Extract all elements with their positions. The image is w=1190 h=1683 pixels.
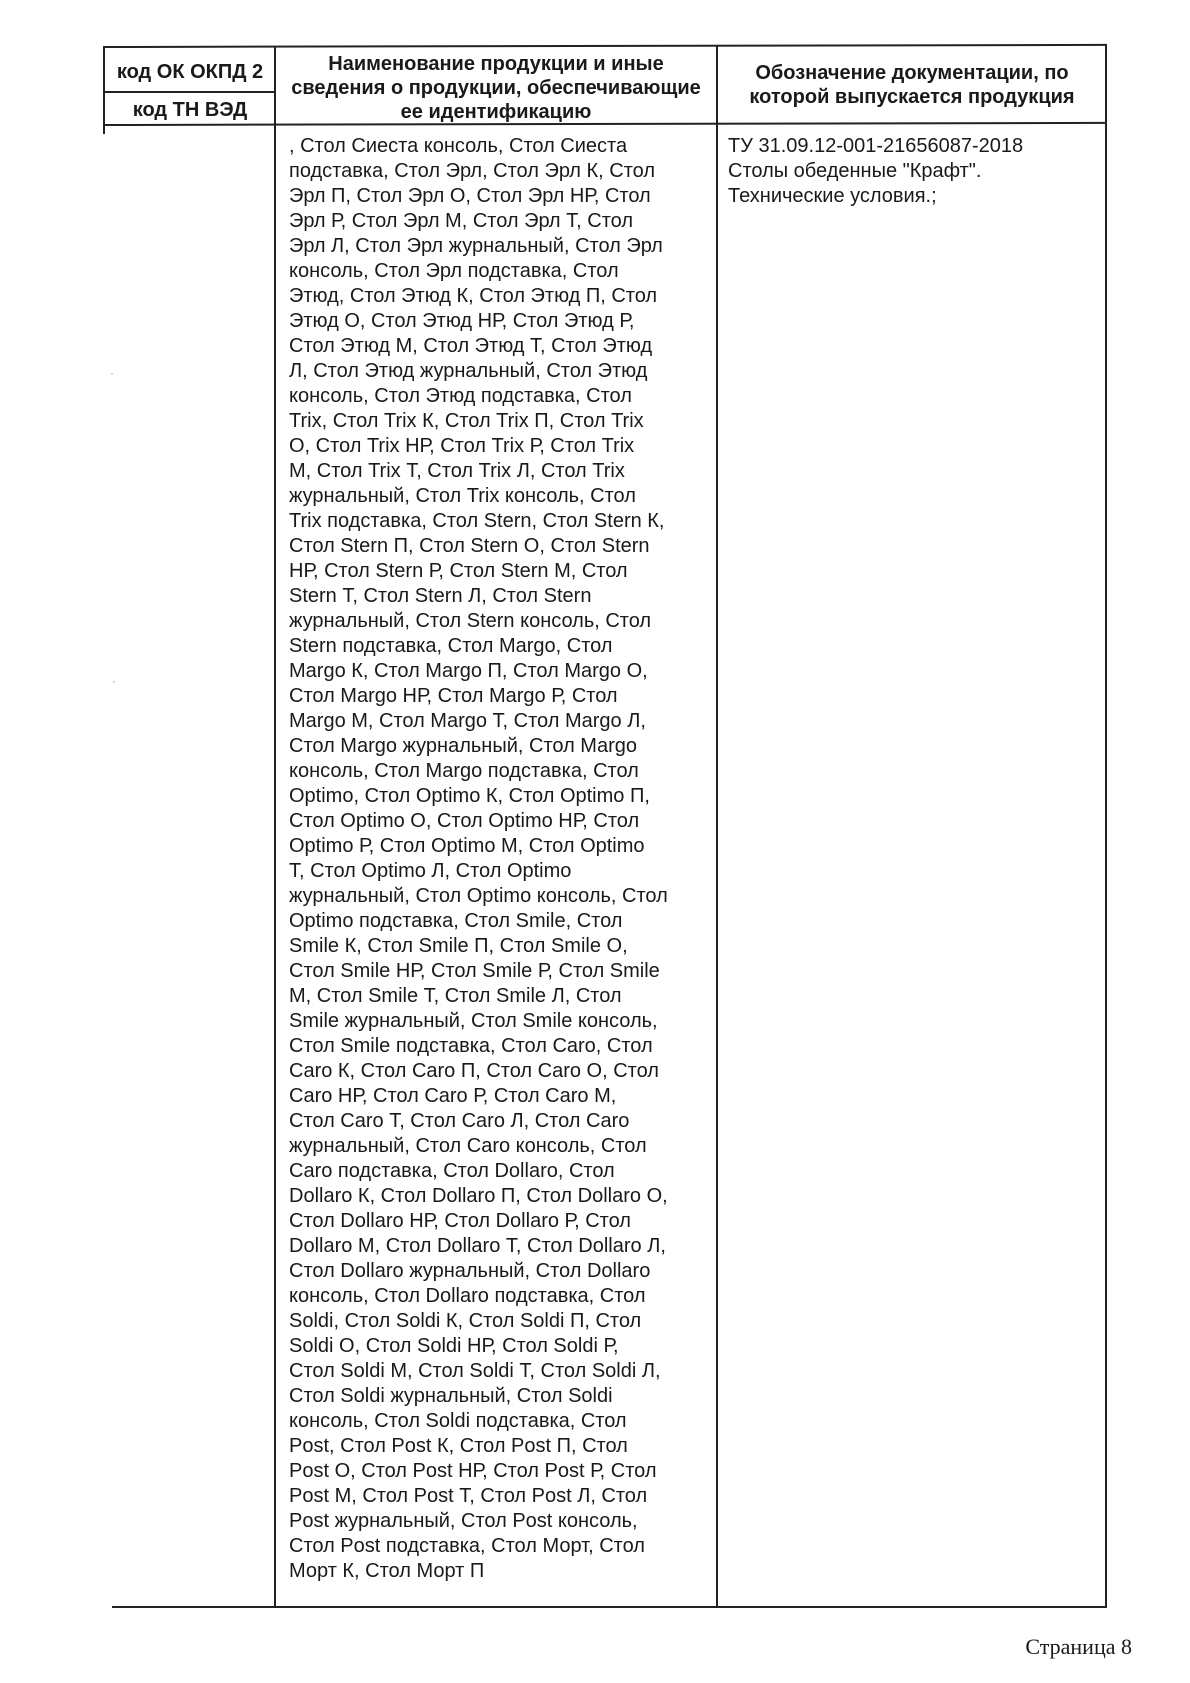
product-name-line: НР, Стол Stern Р, Стол Stern М, Стол [289, 560, 628, 582]
product-name-line: Dollaro К, Стол Dollaro П, Стол Dollaro О, [289, 1185, 668, 1207]
product-name-line: Стол Smile НР, Стол Smile Р, Стол Smile [289, 960, 660, 982]
product-name-line: Margo М, Стол Margo Т, Стол Margo Л, [289, 710, 646, 732]
product-name-line: Стол Optimo О, Стол Optimo НР, Стол [289, 810, 640, 832]
product-name-line: Стол Post подставка, Стол Морт, Стол [289, 1535, 645, 1557]
product-name-line: Л, Стол Этюд журнальный, Стол Этюд [289, 360, 648, 382]
product-name-line: Dollaro М, Стол Dollaro Т, Стол Dollaro Л, [289, 1235, 666, 1257]
product-name-line: Стол Margo журнальный, Стол Margo [289, 735, 637, 757]
product-name-line: Стол Этюд М, Стол Этюд Т, Стол Этюд [289, 335, 653, 357]
code-header-divider [103, 91, 275, 93]
product-name-line: , Стол Сиеста консоль, Стол Сиеста [289, 135, 628, 157]
product-name-line: журнальный, Стол Caro консоль, Стол [289, 1135, 647, 1157]
product-name-line: Этюд, Стол Этюд К, Стол Этюд П, Стол [289, 285, 658, 307]
product-name-line: Post, Стол Post К, Стол Post П, Стол [289, 1435, 628, 1457]
product-name-line: консоль, Стол Margo подставка, Стол [289, 760, 639, 782]
product-name-line: журнальный, Стол Trix консоль, Стол [289, 485, 636, 507]
product-name-line: Эрл Л, Стол Эрл журнальный, Стол Эрл [289, 235, 663, 257]
product-name-line: подставка, Стол Эрл, Стол Эрл К, Стол [289, 160, 656, 182]
table-border-right [1105, 44, 1107, 1608]
product-name-line: Т, Стол Optimo Л, Стол Optimo [289, 860, 572, 882]
header-tnved-code: код ТН ВЭД [132, 99, 248, 121]
product-name-line: Soldi О, Стол Soldi НР, Стол Soldi Р, [289, 1335, 619, 1357]
product-name-cell [289, 134, 714, 1584]
product-name-line: Optimo подставка, Стол Smile, Стол [289, 910, 623, 932]
column-divider-1 [274, 46, 276, 1608]
product-name-line: Smile К, Стол Smile П, Стол Smile О, [289, 935, 628, 957]
product-name-line: Стол Dollaro журнальный, Стол Dollaro [289, 1260, 651, 1282]
table-border-bottom [112, 1606, 1107, 1608]
product-name-line: М, Стол Smile Т, Стол Smile Л, Стол [289, 985, 622, 1007]
product-name-line: О, Стол Trix НР, Стол Trix Р, Стол Trix [289, 435, 635, 457]
table-border-top [103, 44, 1107, 48]
product-name-line: консоль, Стол Soldi подставка, Стол [289, 1410, 627, 1432]
documentation-line: ТУ 31.09.12-001-21656087-2018 [728, 135, 1024, 157]
product-name-line: Trix, Стол Trix К, Стол Trix П, Стол Trix [289, 410, 644, 432]
header-product-name: Наименование продукции и иные сведения о продукции, обеспечивающие ее идентификацию [291, 53, 701, 123]
documentation-line: Столы обеденные "Крафт". [728, 160, 982, 182]
product-name-line: Smile журнальный, Стол Smile консоль, [289, 1010, 658, 1032]
page-number: Страница 8 [1025, 1634, 1132, 1659]
product-name-line: журнальный, Стол Stern консоль, Стол [289, 610, 652, 632]
product-name-line: Эрл П, Стол Эрл О, Стол Эрл НР, Стол [289, 185, 651, 207]
product-name-line: Стол Dollaro НР, Стол Dollaro Р, Стол [289, 1210, 631, 1232]
product-name-line: Stern Т, Стол Stern Л, Стол Stern [289, 585, 592, 607]
documentation-line: Технические условия.; [728, 185, 937, 207]
scan-mark: · [110, 366, 114, 380]
product-name-line: Caro подставка, Стол Dollaro, Стол [289, 1160, 615, 1182]
table-border-left-stub [103, 124, 105, 134]
product-name-line: Стол Caro Т, Стол Caro Л, Стол Caro [289, 1110, 630, 1132]
header-okpd-code: код ОК ОКПД 2 [116, 61, 264, 83]
product-name-line: Stern подставка, Стол Margo, Стол [289, 635, 613, 657]
column-divider-2 [716, 46, 718, 1608]
product-name-line: Trix подставка, Стол Stern, Стол Stern К, [289, 510, 665, 532]
product-name-line: консоль, Стол Dollaro подставка, Стол [289, 1285, 646, 1307]
product-name-line: консоль, Стол Этюд подставка, Стол [289, 385, 632, 407]
product-name-line: Стол Soldi журнальный, Стол Soldi [289, 1385, 613, 1407]
product-name-line: Морт К, Стол Морт П [289, 1560, 485, 1582]
product-name-line: Soldi, Стол Soldi К, Стол Soldi П, Стол [289, 1310, 642, 1332]
product-name-line: Post М, Стол Post Т, Стол Post Л, Стол [289, 1485, 648, 1507]
product-name-line: журнальный, Стол Optimo консоль, Стол [289, 885, 668, 907]
header-documentation: Обозначение документации, по которой выпускается продукция [749, 62, 1075, 108]
product-name-line: Стол Smile подставка, Стол Caro, Стол [289, 1035, 653, 1057]
documentation-cell [728, 134, 1100, 209]
table-border-left [103, 46, 105, 126]
scan-mark: · [112, 674, 116, 688]
product-name-line: Post журнальный, Стол Post консоль, [289, 1510, 638, 1532]
product-name-line: консоль, Стол Эрл подставка, Стол [289, 260, 619, 282]
product-name-line: М, Стол Trix Т, Стол Trix Л, Стол Trix [289, 460, 625, 482]
product-name-line: Стол Margo НР, Стол Margo Р, Стол [289, 685, 618, 707]
product-name-line: Этюд О, Стол Этюд НР, Стол Этюд Р, [289, 310, 635, 332]
product-name-line: Caro К, Стол Caro П, Стол Caro О, Стол [289, 1060, 659, 1082]
product-name-line: Margo К, Стол Margo П, Стол Margo О, [289, 660, 648, 682]
product-name-line: Стол Stern П, Стол Stern О, Стол Stern [289, 535, 650, 557]
product-name-line: Optimo, Стол Optimo К, Стол Optimo П, [289, 785, 650, 807]
product-name-line: Caro НР, Стол Caro Р, Стол Caro М, [289, 1085, 617, 1107]
product-name-line: Эрл Р, Стол Эрл М, Стол Эрл Т, Стол [289, 210, 633, 232]
product-name-line: Post О, Стол Post НР, Стол Post Р, Стол [289, 1460, 657, 1482]
product-name-line: Optimo Р, Стол Optimo М, Стол Optimo [289, 835, 645, 857]
product-name-line: Стол Soldi М, Стол Soldi Т, Стол Soldi Л, [289, 1360, 661, 1382]
